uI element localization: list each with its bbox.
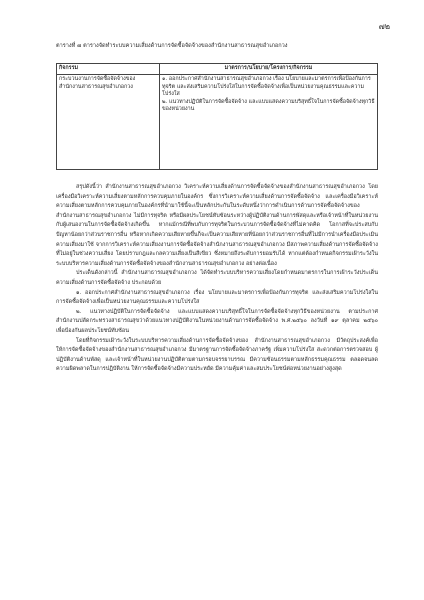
summary-paragraph: สรุปดังนี้ว่า สำนักงานสาธารณสุขอำเภอกวง วิเคราะห์ความเสี่ยงด้านการจัดซื้อจัดจ้างของสำนักงานสาธารณสุขอำเภอกวง โดยเครื่องมือวิเคราะห์ความเสี่ยงตามหลักการควบคุมภายในองค์กร ซึ่งการวิเคราะห์ความเสี่ยงด้านการจัดซื้อจัดจ้าง และเครื่องมือวิเคราะห์ความเสี่ยงตามหลักการควบคุมภายในองค์กรที่นำมาใช้นี้จะเป็นหลักประกันในระดับหนึ่งว่าการดำเนินการด้านการจัดซื้อจัดจ้างของสำนักงานสาธารณสุขอำเภอกวง ไม่มีการทุจริต หรือมีผลประโยชน์ทับซ้อนระหว่างผู้ปฏิบัติงานด้านการพัสดุและหรือเจ้าหน้าที่ในหน่วยงานกับผู้เสนองานในการจัดซื้อจัดจ้างเกิดขึ้น หากแม้กรณีที่พบกับการทุจริตในกระบวนการจัดซื้อจัดจ้างที่ไม่คาดคิด โอกาสที่จะประสบกับปัญหาน้อยกว่าส่วนราชการอื่น หรือหากเกิดความเสียหายขึ้นก็จะเป็นความเสียหายที่น้อยกว่าส่วนราชการอื่นที่ไม่มีการนำเครื่องมือประเมินความเสี่ยงมาใช้ จากการวิเคราะห์ความเสี่ยงงานการจัดซื้อจัดจ้างสำนักงานสาธารณสุขอำเภอกวง มีสภาพความเสี่ยงด้านการจัดซื้อจัดจ้างที่ไม่อยู่ในช่วงความเสี่ยง โดยปราบกฎและกลความเสี่ยงเป็นสีเขียว ซึ่งหมายถึงระดับการยอมรับได้ หากแต่ต้องกำหนดกิจกรรมเฝ้าระวังในระบบบริหารความเสี่ยงด้านการจัดซื้อจัดจ้างของสำนักงานสาธารณสุขอำเภอกวง อย่างต่อเนื่อง: [56, 184, 378, 267]
page-number: ๗๒: [378, 22, 390, 31]
measure-item: ๑. ออกประกาศสำนักงานสาธารณสุขอำเภอกวง เรื่อง นโยบายและมาตรการเพื่อป้องกันการทุจริต และส่งเสริมความโปร่งใสในการจัดซื้อจัดจ้างเพื่อเป็นหน่วยงานคุณธรรมและความโปร่งใส: [162, 76, 371, 98]
header-activity: กิจกรรม: [57, 64, 160, 75]
intro-paragraph: ประเด็นดังกล่าวนี้ สำนักงานสาธารณสุขอำเภอกวง ได้จัดทำระบบบริหารความเสี่ยงโดยกำหนดมาตรการในการเฝ้าระวังประเด็นความเสี่ยงด้านการจัดซื้อจัดจ้าง ประกอบด้วย: [56, 270, 378, 286]
table-header-row: [57, 64, 378, 75]
body-text: [56, 183, 378, 375]
header-measures: มาตรการ/นโยบาย/โครงการ/กิจกรรม: [160, 64, 378, 75]
table-caption: ตารางที่ ๗ ตารางจัดทำระบบความเสี่ยงด้านการจัดซื้อจัดจ้างของสำนักงานสาธารณสุขอำเภอกวง: [56, 43, 288, 49]
activity-cell: กระบวนงานการจัดซื้อจัดจ้างของสำนักงานสาธารณสุขอำเภอกวง: [57, 75, 160, 170]
purpose-paragraph: โดยที่กิจกรรมเฝ้าระวังในระบบบริหารความเสี่ยงด้านการจัดซื้อจัดจ้างของ สำนักงานสาธารณสุขอำเภอกวง มีวัตถุประสงค์เพื่อให้การจัดซื้อจัดจ้างของสำนักงานสาธารณสุขอำเภอกวง มีมาตรฐานการจัดซื้อจัดจ้างภาครัฐ เพิ่มความโปร่งใส สะดวกต่อการตรวจสอบ ผู้ปฏิบัติงานด้านพัสดุ และเจ้าหน้าที่ในหน่วยงานปฏิบัติตามตามกรอบจรรยาบรรณ มีความซ้อนธรรมตามหลักธรรมคุณธรรม ตลอดจนลดความผิดพลาดในการปฏิบัติงาน ให้การจัดซื้อจัดจ้างมีความประหยัด มีความคุ้มค่าและสมประโยชน์ต่อหน่วยงานอย่างสูงสุด: [56, 337, 378, 373]
table-row: [57, 75, 378, 170]
measure-paragraph: ๒. แนวทางปฏิบัติในการจัดซื้อจัดจ้าง และแบบแสดงความบริสุทธิ์ใจในการจัดซื้อจัดจ้างทุกวิธีของหน่วยงาน ตามประกาศสำนักงานปลัดกระทรวงสาธารณสุขว่าด้วยแนวทางปฏิบัติงานในหน่วยงานด้านการจัดซื้อจัดจ้าง พ.ศ.๒๕๖๐ ลงวันที่ ๑๙ ตุลาคม ๒๕๖๐ เพื่อป้องกันผลประโยชน์ทับซ้อน: [56, 308, 378, 334]
measure-item: ๒. แนวทางปฏิบัติในการจัดซื้อจัดจ้าง และแบบแสดงความบริสุทธิ์ใจในการจัดซื้อจัดจ้างทุกวิธีของหน่วยงาน: [162, 98, 375, 113]
risk-measures-table: [56, 63, 378, 170]
measure-paragraph: ๑. ออกประกาศสำนักงานสาธารณสุขอำเภอกวง เรื่อง นโยบายและมาตรการเพื่อป้องกันการทุจริต และส่งเสริมความโปร่งใสในการจัดซื้อจัดจ้างเพื่อเป็นหน่วยงานคุณธรรมและความโปร่งใส: [56, 289, 378, 306]
measures-cell: [160, 75, 378, 170]
